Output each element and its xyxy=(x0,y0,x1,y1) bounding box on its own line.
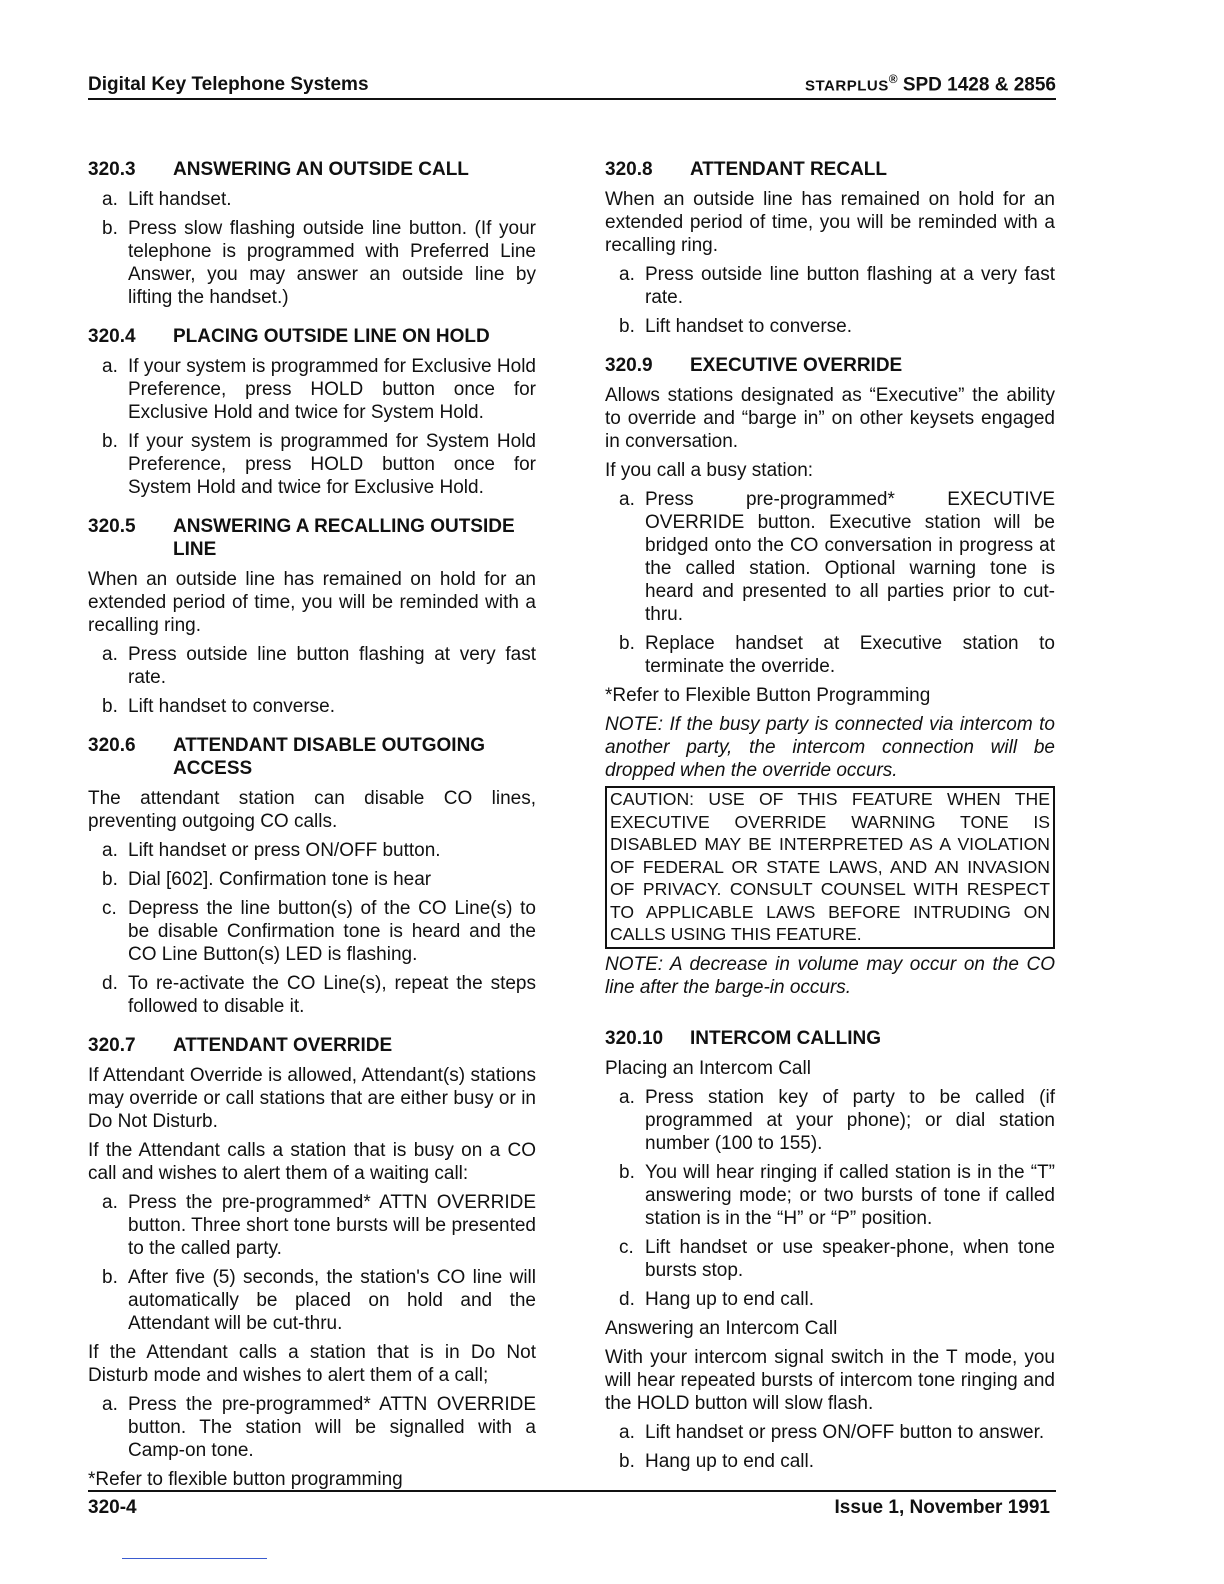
subheading: Answering an Intercom Call xyxy=(605,1317,838,1339)
section-320-7 xyxy=(88,1034,536,1491)
paragraph: With your intercom signal switch in the T mode, you will hear repeated bursts of intercom tone ringing and the HOLD button will slow flash. xyxy=(605,1346,1055,1414)
item-letter: a. xyxy=(619,264,635,285)
item-text: Press outside line button flashing at a very fast rate. xyxy=(645,264,1055,308)
item-text: Press outside line button flashing at very fast rate. xyxy=(128,644,536,688)
left-column xyxy=(88,158,536,1507)
item-letter: b. xyxy=(102,696,118,717)
paragraph: When an outside line has remained on hold for an extended period of time, you will be reminded with a recalling ring. xyxy=(88,569,536,636)
item-text: Hang up to end call. xyxy=(645,1288,815,1310)
item-letter: b. xyxy=(102,218,118,239)
item-letter: c. xyxy=(102,898,117,919)
list-item xyxy=(619,1236,1055,1282)
section-title: ANSWERING A RECALLING OUTSIDE LINE xyxy=(173,516,515,560)
list-item xyxy=(619,1161,1055,1230)
list-item xyxy=(102,643,536,689)
paragraph: If you call a busy station: xyxy=(605,460,814,481)
section-320-4 xyxy=(88,325,536,499)
section-heading xyxy=(88,515,536,561)
item-text: Lift handset or press ON/OFF button. xyxy=(128,840,441,861)
section-heading xyxy=(605,158,1055,181)
item-letter: d. xyxy=(102,973,118,994)
page-header xyxy=(88,72,1056,100)
item-letter: b. xyxy=(102,431,118,452)
list-item xyxy=(102,1266,536,1335)
paragraph: When an outside line has remained on hold for an extended period of time, you will be reminded with a recalling ring. xyxy=(605,189,1055,256)
section-number: 320.6 xyxy=(88,735,136,756)
item-text: If your system is programmed for System Hold Preference, press HOLD button once for System Hold and twice for Exclusive Hold. xyxy=(128,431,536,498)
item-letter: a. xyxy=(619,1421,635,1443)
item-text: Lift handset or use speaker-phone, when tone bursts stop. xyxy=(645,1236,1055,1281)
item-text: Depress the line button(s) of the CO Line(s) to be disable Confirmation tone is heard and the CO Line Button(s) LED is flashing. xyxy=(128,898,536,965)
header-product xyxy=(805,72,1056,96)
list-item xyxy=(102,839,536,862)
item-text: Press the pre-programmed* ATTN OVERRIDE button. The station will be signalled with a Camp-on tone. xyxy=(128,1394,536,1461)
list-item xyxy=(619,1450,1055,1473)
list-item xyxy=(102,897,536,966)
section-heading xyxy=(88,1034,536,1057)
list-item xyxy=(102,1191,536,1260)
item-text: Replace handset at Executive station to terminate the override. xyxy=(645,633,1055,677)
item-letter: a. xyxy=(102,189,118,210)
list-item xyxy=(619,263,1055,309)
item-letter: c. xyxy=(619,1236,634,1258)
list-item xyxy=(102,355,536,424)
item-letter: a. xyxy=(619,489,635,510)
item-text: Press the pre-programmed* ATTN OVERRIDE button. Three short tone bursts will be presented to the called party. xyxy=(128,1192,536,1259)
list-item xyxy=(102,1393,536,1462)
paragraph: If the Attendant calls a station that is busy on a CO call and wishes to alert them of a waiting call: xyxy=(88,1140,536,1184)
item-letter: a. xyxy=(102,356,118,377)
item-text: If your system is programmed for Exclusive Hold Preference, press HOLD button once for Exclusive Hold and twice for System Hold. xyxy=(128,356,536,423)
paragraph: If Attendant Override is allowed, Attendant(s) stations may override or call stations that are either busy or in Do Not Disturb. xyxy=(88,1065,536,1132)
paragraph: If the Attendant calls a station that is in Do Not Disturb mode and wishes to alert them of a call; xyxy=(88,1342,536,1386)
note-volume: NOTE: A decrease in volume may occur on the CO line after the barge-in occurs. xyxy=(605,953,1055,998)
header-model: SPD 1428 & 2856 xyxy=(897,74,1056,95)
item-letter: a. xyxy=(102,644,118,665)
section-title: ANSWERING AN OUTSIDE CALL xyxy=(173,159,469,180)
section-320-6 xyxy=(88,734,536,1018)
page-number: 320-4 xyxy=(88,1497,137,1518)
section-number: 320.7 xyxy=(88,1035,136,1056)
list-item xyxy=(102,217,536,309)
item-text: To re-activate the CO Line(s), repeat the steps followed to disable it. xyxy=(128,973,536,1017)
section-title: PLACING OUTSIDE LINE ON HOLD xyxy=(173,326,490,347)
caution-box: CAUTION: USE OF THIS FEATURE WHEN THE EXECUTIVE OVERRIDE WARNING TONE IS DISABLED MAY BE INTERPRETED AS A VIOLATION OF FEDERAL OR STATE LAWS, AND AN INVASION OF PRIVACY. CONSULT COUNSEL WITH RESPECT TO APPLICABLE LAWS BEFORE INTRUDING ON CALLS USING THIS FEATURE. xyxy=(605,786,1055,949)
item-text: Lift handset. xyxy=(128,189,232,210)
item-text: After five (5) seconds, the station's CO line will automatically be placed on hold and the Attendant will be cut-thru. xyxy=(128,1267,536,1334)
item-letter: b. xyxy=(619,316,635,337)
item-letter: a. xyxy=(102,1192,118,1213)
item-text: You will hear ringing if called station is in the “T” answering mode; or two bursts of tone if called station is in the “H” or “P” position. xyxy=(645,1161,1055,1229)
section-320-3 xyxy=(88,158,536,309)
list-item xyxy=(102,868,536,891)
note-intercom: NOTE: If the busy party is connected via intercom to another party, the intercom connection will be dropped when the override occurs. xyxy=(605,714,1055,781)
section-heading xyxy=(88,734,536,780)
item-text: Press station key of party to be called (if programmed at your phone); or dial station number (100 to 155). xyxy=(645,1086,1055,1154)
header-brand: STARPLUS xyxy=(804,77,889,94)
section-320-5 xyxy=(88,515,536,718)
section-number: 320.5 xyxy=(88,516,136,537)
list-item xyxy=(619,1288,1055,1311)
item-letter: b. xyxy=(619,633,635,654)
item-letter: b. xyxy=(102,1267,118,1288)
footnote: *Refer to flexible button programming xyxy=(88,1469,403,1490)
section-number: 320.3 xyxy=(88,159,136,180)
header-title: Digital Key Telephone Systems xyxy=(88,74,369,95)
list-item xyxy=(619,1086,1055,1155)
scan-mark xyxy=(122,1558,267,1559)
paragraph: Allows stations designated as “Executive” the ability to override and “barge in” on other keysets engaged in conversation. xyxy=(605,385,1055,452)
item-text: Hang up to end call. xyxy=(645,1450,815,1472)
item-letter: b. xyxy=(619,1161,635,1183)
section-title: ATTENDANT RECALL xyxy=(690,159,888,180)
item-letter: b. xyxy=(619,1450,635,1472)
item-text: Dial [602]. Confirmation tone is hear xyxy=(128,869,432,890)
list-item xyxy=(619,488,1055,626)
section-title: INTERCOM CALLING xyxy=(690,1027,882,1049)
item-letter: a. xyxy=(619,1086,635,1108)
section-title: ATTENDANT OVERRIDE xyxy=(173,1035,393,1056)
list-item xyxy=(619,632,1055,678)
item-text: Lift handset to converse. xyxy=(128,696,336,717)
list-item xyxy=(619,1421,1055,1444)
section-title: EXECUTIVE OVERRIDE xyxy=(690,355,903,376)
list-item xyxy=(102,695,536,718)
section-number: 320.4 xyxy=(88,326,136,347)
page-footer xyxy=(88,1490,1056,1518)
subheading: Placing an Intercom Call xyxy=(605,1057,811,1079)
item-text: Press slow flashing outside line button. (If your telephone is programmed with Preferred Line Answer, you may answer an outside line by lifting the handset.) xyxy=(128,218,536,308)
section-heading xyxy=(605,1027,1055,1050)
item-text: Lift handset or press ON/OFF button to answer. xyxy=(645,1421,1045,1443)
paragraph: The attendant station can disable CO lines, preventing outgoing CO calls. xyxy=(88,788,536,832)
section-heading xyxy=(88,325,536,348)
item-letter: a. xyxy=(102,1394,118,1415)
section-number: 320.9 xyxy=(605,355,653,376)
header-reg-mark: ® xyxy=(888,71,898,86)
section-number: 320.8 xyxy=(605,159,653,180)
section-heading xyxy=(88,158,536,181)
item-text: Press pre-programmed* EXECUTIVE OVERRIDE button. Executive station will be bridged onto the CO conversation in progress at the called station. Optional warning tone is heard and presented to all parties prior to cut-thru. xyxy=(645,489,1055,625)
list-item xyxy=(102,430,536,499)
item-letter: a. xyxy=(102,840,118,861)
section-320-9 xyxy=(605,354,1055,999)
item-letter: b. xyxy=(102,869,118,890)
list-item xyxy=(102,972,536,1018)
item-text: Lift handset to converse. xyxy=(645,316,853,337)
footnote: *Refer to Flexible Button Programming xyxy=(605,685,931,706)
item-letter: d. xyxy=(619,1288,635,1310)
section-320-10 xyxy=(605,1027,1055,1473)
list-item xyxy=(619,315,1055,338)
section-320-8 xyxy=(605,158,1055,338)
issue-date: Issue 1, November 1991 xyxy=(834,1497,1050,1518)
section-heading xyxy=(605,354,1055,377)
list-item xyxy=(102,188,536,211)
right-column xyxy=(605,158,1055,1489)
section-title: ATTENDANT DISABLE OUTGOING ACCESS xyxy=(173,735,486,779)
section-number: 320.10 xyxy=(605,1027,664,1049)
